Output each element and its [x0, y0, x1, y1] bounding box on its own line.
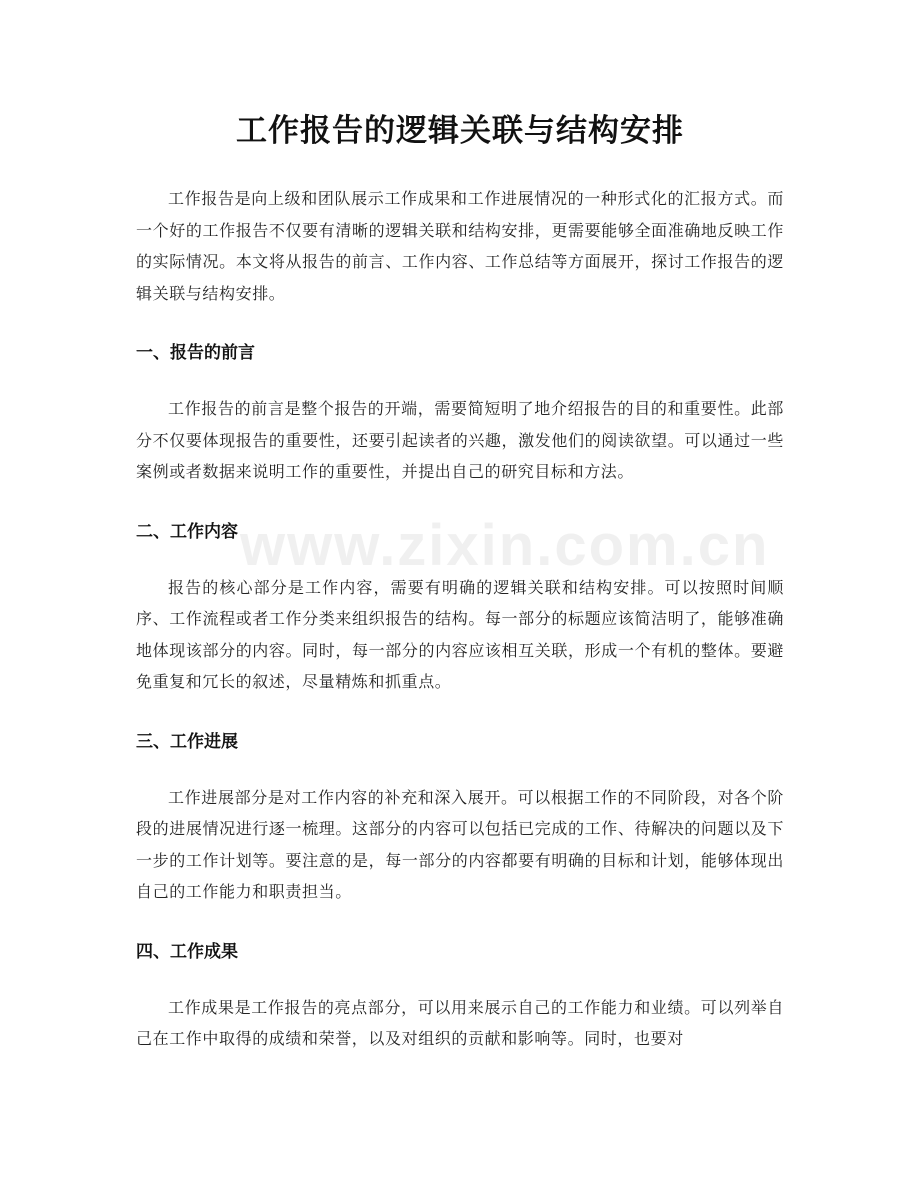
section-body-work-results: 工作成果是工作报告的亮点部分，可以用来展示自己的工作能力和业绩。可以列举自己在工作中取得的成绩和荣誉，以及对组织的贡献和影响等。同时，也要对 — [136, 997, 784, 1048]
intro-paragraph: 工作报告是向上级和团队展示工作成果和工作进展情况的一种形式化的汇报方式。而一个好的工作报告不仅要有清晰的逻辑关联和结构安排，更需要能够全面准确地反映工作的实际情况。本文将从报告的前言、工作内容、工作总结等方面展开，探讨工作报告的逻辑关联与结构安排。 — [136, 189, 784, 303]
section-heading-work-progress: 三、工作进展 — [136, 731, 238, 752]
section-heading-work-content: 二、工作内容 — [136, 521, 238, 542]
section-heading-work-results: 四、工作成果 — [136, 941, 238, 962]
section-body-preface: 工作报告的前言是整个报告的开端，需要简短明了地介绍报告的目的和重要性。此部分不仅要体现报告的重要性，还要引起读者的兴趣，激发他们的阅读欲望。可以通过一些案例或者数据来说明工作的重要性，并提出自己的研究目标和方法。 — [136, 399, 784, 481]
section-body-work-content: 报告的核心部分是工作内容，需要有明确的逻辑关联和结构安排。可以按照时间顺序、工作流程或者工作分类来组织报告的结构。每一部分的标题应该简洁明了，能够准确地体现该部分的内容。同时，每一部分的内容应该相互关联，形成一个有机的整体。要避免重复和冗长的叙述，尽量精炼和抓重点。 — [136, 577, 784, 691]
document-body — [136, 183, 784, 1055]
document-title: 工作报告的逻辑关联与结构安排 — [236, 113, 684, 149]
section-body-work-progress: 工作进展部分是对工作内容的补充和深入展开。可以根据工作的不同阶段，对各个阶段的进展情况进行逐一梳理。这部分的内容可以包括已完成的工作、待解决的问题以及下一步的工作计划等。要注意的是，每一部分的内容都要有明确的目标和计划，能够体现出自己的工作能力和职责担当。 — [136, 787, 784, 901]
watermark: www.zixin.com.cn — [240, 513, 770, 578]
section-heading-preface: 一、报告的前言 — [136, 343, 255, 363]
